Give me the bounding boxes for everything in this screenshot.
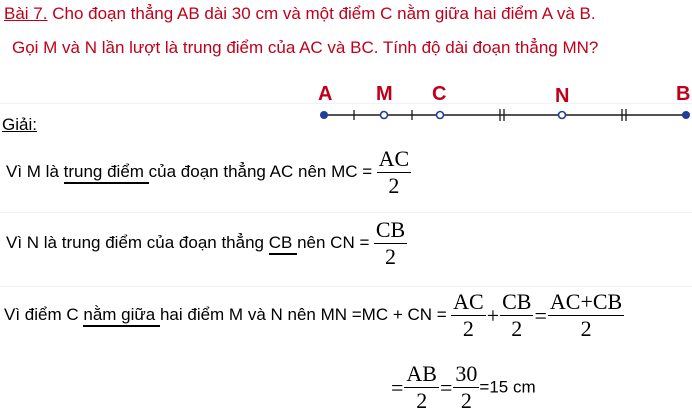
fraction-30-2 xyxy=(453,362,479,413)
fraction-denominator: 2 xyxy=(388,173,400,199)
problem-line-2 xyxy=(12,38,598,58)
line2-prefix: Vì N là trung điểm của đoạn thẳng xyxy=(6,232,269,252)
fraction-denominator: 2 xyxy=(462,316,474,342)
problem-line-1 xyxy=(4,4,596,24)
fraction-numerator: CB xyxy=(375,217,406,242)
line3-suffix: hai điểm M và N nên MN =MC + CN = xyxy=(159,304,447,324)
problem-text-2: Gọi M và N lần lượt là trung điểm của AC và BC. Tính độ dài đoạn thẳng MN? xyxy=(12,38,599,57)
fraction-numerator: 30 xyxy=(455,361,478,386)
separator-line xyxy=(0,212,692,213)
label-a: A xyxy=(318,83,333,105)
fraction-numerator: AB xyxy=(406,361,437,386)
separator-line xyxy=(0,286,692,287)
segment-figure xyxy=(300,78,692,126)
problem-text-1: Cho đoạn thẳng AB dài 30 cm và một điểm C nằm giữa hai điểm A và B. xyxy=(52,4,596,23)
fraction-ab-2 xyxy=(404,362,439,413)
equals-sign: = xyxy=(534,302,547,328)
point-n xyxy=(559,112,566,119)
fraction-numerator: AC xyxy=(378,146,410,171)
equals-sign: = xyxy=(391,374,404,400)
solution-heading xyxy=(2,115,37,135)
point-c xyxy=(437,112,444,119)
fraction-numerator: CB xyxy=(502,289,532,314)
label-c: C xyxy=(432,83,447,105)
fraction-ac-2 xyxy=(451,290,486,341)
fraction-numerator: AC xyxy=(453,289,484,314)
label-n: N xyxy=(555,85,570,107)
solution-line-4 xyxy=(390,362,536,413)
fraction-denominator: 2 xyxy=(580,316,592,342)
fraction-denominator: 2 xyxy=(511,316,523,342)
point-b xyxy=(682,111,690,119)
fraction-cb-2 xyxy=(500,290,533,341)
solution-line-2 xyxy=(6,218,407,269)
plus-sign: + xyxy=(486,302,500,328)
fraction-denominator: 2 xyxy=(416,388,428,414)
label-m: M xyxy=(376,83,393,105)
line1-prefix: Vì M là xyxy=(6,161,64,181)
line1-suffix: của đoạn thẳng AC nên MC = xyxy=(148,161,373,181)
fraction-ac-2 xyxy=(377,147,412,198)
point-m xyxy=(381,112,388,119)
line3-prefix: Vì điểm C xyxy=(4,304,84,324)
point-a xyxy=(320,111,328,119)
fraction-numerator: AC+CB xyxy=(549,289,623,314)
problem-label: Bài 7. xyxy=(4,4,48,23)
equals-sign: = xyxy=(439,374,453,400)
line3-underlined: nằm giữa xyxy=(83,305,160,327)
fraction-acplus-cb-2 xyxy=(548,290,624,341)
solution-line-1 xyxy=(6,147,411,198)
line1-underlined: trung điểm xyxy=(64,162,149,184)
solution-line-3 xyxy=(4,290,624,341)
fraction-cb-2 xyxy=(374,218,407,269)
line2-suffix: nên CN = xyxy=(297,232,370,252)
solution-heading-text: Giải: xyxy=(2,115,37,134)
label-b: B xyxy=(676,83,691,105)
final-result: =15 cm xyxy=(479,377,536,397)
fraction-denominator: 2 xyxy=(460,388,472,414)
fraction-denominator: 2 xyxy=(385,244,396,270)
line2-underlined: CB xyxy=(269,233,297,255)
